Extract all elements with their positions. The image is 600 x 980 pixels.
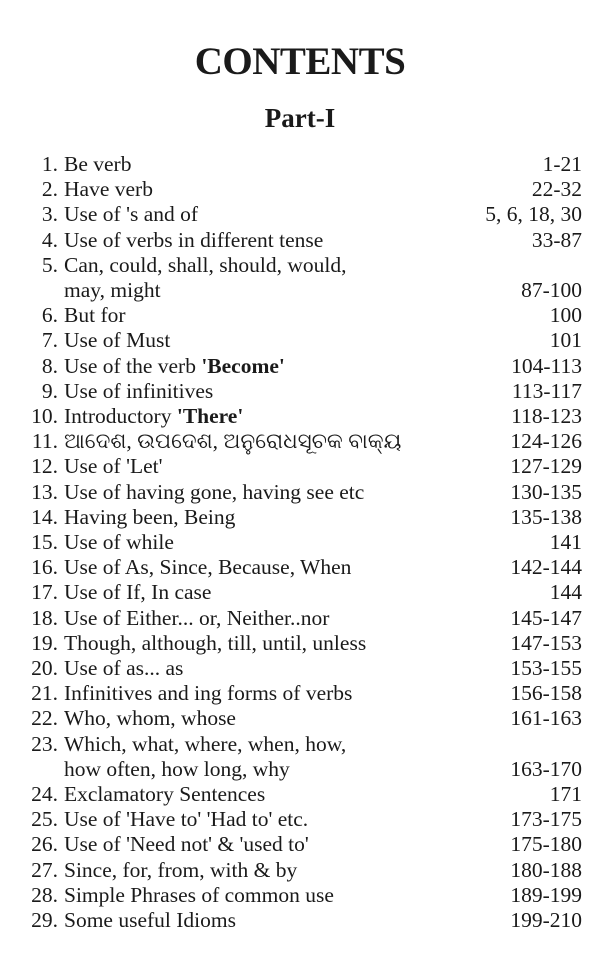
entry-page-range: 101 xyxy=(549,328,582,353)
entry-title-line xyxy=(64,656,582,681)
entry-title-text: Use of 's and of xyxy=(64,202,199,227)
entry-page-range: 145-147 xyxy=(510,605,582,630)
entry-number: 8. xyxy=(41,353,58,378)
entry-page-range: 130-135 xyxy=(510,479,582,504)
entry-title-text: Can, could, shall, should, would, xyxy=(64,252,347,277)
entry-number: 12. xyxy=(31,454,58,479)
entry-title-line xyxy=(64,328,582,353)
entry-title-line xyxy=(64,782,582,807)
entry-number: 28. xyxy=(31,882,58,907)
entry-title-text: may, might xyxy=(64,278,161,303)
toc-entry xyxy=(22,883,582,908)
entry-title-line xyxy=(64,858,582,883)
toc-entry xyxy=(22,681,582,706)
entry-page-range: 171 xyxy=(549,782,582,807)
entry-number: 17. xyxy=(31,580,58,605)
entry-number: 13. xyxy=(31,479,58,504)
entry-number: 3. xyxy=(41,202,58,227)
toc-entry xyxy=(22,555,582,580)
entry-title-line xyxy=(64,404,582,429)
entry-title-text: Be verb xyxy=(64,152,132,176)
page-title: CONTENTS xyxy=(194,40,406,83)
entry-title-text: Simple Phrases of common use xyxy=(64,882,334,907)
entry-title-line xyxy=(64,253,582,278)
entry-page-range: 141 xyxy=(549,530,582,555)
toc-entry xyxy=(22,505,582,530)
entry-number: 20. xyxy=(31,656,58,681)
toc-entry xyxy=(22,858,582,883)
entry-title-text: Have verb xyxy=(64,177,153,202)
entry-page-range: 118-123 xyxy=(511,404,582,429)
entry-title-text: Use of having gone, having see etc xyxy=(64,479,365,504)
entry-title-text: Which, what, where, when, how, xyxy=(64,731,347,756)
entry-title-text: Infinitives and ing forms of verbs xyxy=(64,681,353,706)
entry-page-range: 22-32 xyxy=(531,177,582,202)
entry-page-range: 147-153 xyxy=(510,630,582,655)
entry-page-range: 173-175 xyxy=(510,807,582,832)
toc-entry xyxy=(22,832,582,857)
entry-title-emphasis: 'There' xyxy=(176,404,244,429)
entry-page-range: 33-87 xyxy=(531,227,582,252)
entry-title-line xyxy=(64,681,582,706)
entry-title-text: Exclamatory Sentences xyxy=(64,782,266,807)
entry-title-line xyxy=(64,152,582,177)
entry-title-line xyxy=(64,706,582,731)
entry-page-range: 127-129 xyxy=(510,454,582,479)
entry-title-line xyxy=(64,883,582,908)
entry-title-text: Though, although, till, until, unless xyxy=(64,630,367,655)
table-of-contents xyxy=(22,152,582,933)
entry-title-text: Use of verbs in different tense xyxy=(64,227,324,252)
entry-number: 15. xyxy=(31,530,58,555)
toc-entry xyxy=(22,303,582,328)
entry-number: 11. xyxy=(31,429,58,454)
entry-page-range: 199-210 xyxy=(510,908,582,933)
entry-page-range: 87-100 xyxy=(521,278,582,303)
entry-number: 26. xyxy=(31,832,58,857)
entry-title-line xyxy=(64,505,582,530)
entry-title-line xyxy=(64,278,582,303)
entry-title-line xyxy=(64,354,582,379)
entry-page-range: 5, 6, 18, 30 xyxy=(485,202,582,227)
toc-entry xyxy=(22,454,582,479)
toc-entry xyxy=(22,656,582,681)
entry-page-range: 124-126 xyxy=(510,429,582,454)
toc-entry xyxy=(22,732,582,782)
entry-title-line xyxy=(64,480,582,505)
entry-title-line xyxy=(64,303,582,328)
toc-entry xyxy=(22,253,582,303)
entry-number: 4. xyxy=(41,227,58,252)
entry-title-text: Who, whom, whose xyxy=(64,706,236,731)
entry-title-line xyxy=(64,757,582,782)
entry-number: 16. xyxy=(31,555,58,580)
toc-entry xyxy=(22,228,582,253)
entry-title-line xyxy=(64,606,582,631)
entry-title-line xyxy=(64,530,582,555)
entry-number: 10. xyxy=(31,404,58,429)
entry-page-range: 1-21 xyxy=(542,152,582,176)
entry-title-text: Use of Must xyxy=(64,328,171,353)
entry-page-range: 180-188 xyxy=(510,857,582,882)
entry-number: 22. xyxy=(31,706,58,731)
entry-number: 6. xyxy=(41,303,58,328)
toc-entry xyxy=(22,328,582,353)
entry-title-text: Use of 'Need not' & 'used to' xyxy=(64,832,309,857)
entry-number: 18. xyxy=(31,605,58,630)
toc-entry xyxy=(22,706,582,731)
toc-entry xyxy=(22,177,582,202)
entry-title-text: Some useful Idioms xyxy=(64,908,236,933)
toc-entry xyxy=(22,152,582,177)
toc-entry xyxy=(22,606,582,631)
entry-page-range: 163-170 xyxy=(510,756,582,781)
entry-title-text: Having been, Being xyxy=(64,504,236,529)
entry-title-text: Use of infinitives xyxy=(64,378,214,403)
entry-title-line xyxy=(64,832,582,857)
entry-number: 27. xyxy=(31,857,58,882)
entry-title-line xyxy=(64,580,582,605)
entry-page-range: 144 xyxy=(549,580,582,605)
entry-page-range: 100 xyxy=(549,303,582,328)
toc-entry xyxy=(22,354,582,379)
toc-entry xyxy=(22,379,582,404)
entry-title-line xyxy=(64,908,582,933)
entry-title-text: Introductory xyxy=(64,404,177,429)
toc-entry xyxy=(22,530,582,555)
entry-page-range: 135-138 xyxy=(510,504,582,529)
entry-number: 2. xyxy=(41,177,58,202)
entry-page-range: 113-117 xyxy=(511,378,582,403)
entry-page-range: 189-199 xyxy=(510,882,582,907)
entry-title-text: Use of while xyxy=(64,530,174,555)
entry-title-text: Use of 'Have to' 'Had to' etc. xyxy=(64,807,309,832)
toc-entry xyxy=(22,580,582,605)
entry-page-range: 104-113 xyxy=(511,353,582,378)
entry-number: 7. xyxy=(41,328,58,353)
entry-title-emphasis: 'Become' xyxy=(201,353,285,378)
entry-number: 19. xyxy=(31,630,58,655)
entry-number: 5. xyxy=(41,252,58,277)
toc-entry xyxy=(22,807,582,832)
entry-title-line xyxy=(64,732,582,757)
entry-title-line xyxy=(64,177,582,202)
entry-title-text: Use of If, In case xyxy=(64,580,212,605)
toc-entry xyxy=(22,429,582,454)
entry-number: 25. xyxy=(31,807,58,832)
part-heading: Part-I xyxy=(264,103,336,133)
entry-page-range: 175-180 xyxy=(510,832,582,857)
toc-entry xyxy=(22,908,582,933)
entry-title-line xyxy=(64,379,582,404)
entry-title-text: But for xyxy=(64,303,126,328)
entry-title-line xyxy=(64,631,582,656)
entry-title-line xyxy=(64,807,582,832)
entry-title-text: how often, how long, why xyxy=(64,756,290,781)
entry-title-text: Use of As, Since, Because, When xyxy=(64,555,352,580)
entry-title-text: Use of as... as xyxy=(64,656,184,681)
entry-number: 23. xyxy=(31,731,58,756)
entry-page-range: 142-144 xyxy=(510,555,582,580)
entry-title-text: Use of the verb xyxy=(64,353,202,378)
entry-title-text: Use of Either... or, Neither..nor xyxy=(64,605,330,630)
toc-entry xyxy=(22,631,582,656)
toc-entry xyxy=(22,404,582,429)
toc-entry xyxy=(22,480,582,505)
entry-number: 29. xyxy=(31,908,58,933)
entry-title-text: ଆଦେଶ, ଉପଦେଶ, ଅନୁରୋଧସୂଚକ ବାକ୍ୟ xyxy=(64,429,402,454)
entry-number: 14. xyxy=(31,504,58,529)
toc-entry xyxy=(22,202,582,227)
entry-number: 1. xyxy=(41,152,58,176)
entry-page-range: 156-158 xyxy=(510,681,582,706)
entry-title-line xyxy=(64,228,582,253)
entry-number: 24. xyxy=(31,782,58,807)
entry-number: 9. xyxy=(41,378,58,403)
entry-title-text: Since, for, from, with & by xyxy=(64,857,298,882)
entry-number: 21. xyxy=(31,681,58,706)
entry-title-text: Use of 'Let' xyxy=(64,454,163,479)
entry-page-range: 153-155 xyxy=(510,656,582,681)
entry-page-range: 161-163 xyxy=(510,706,582,731)
entry-title-line xyxy=(64,555,582,580)
toc-entry xyxy=(22,782,582,807)
entry-title-line xyxy=(64,454,582,479)
entry-title-line xyxy=(64,429,582,454)
